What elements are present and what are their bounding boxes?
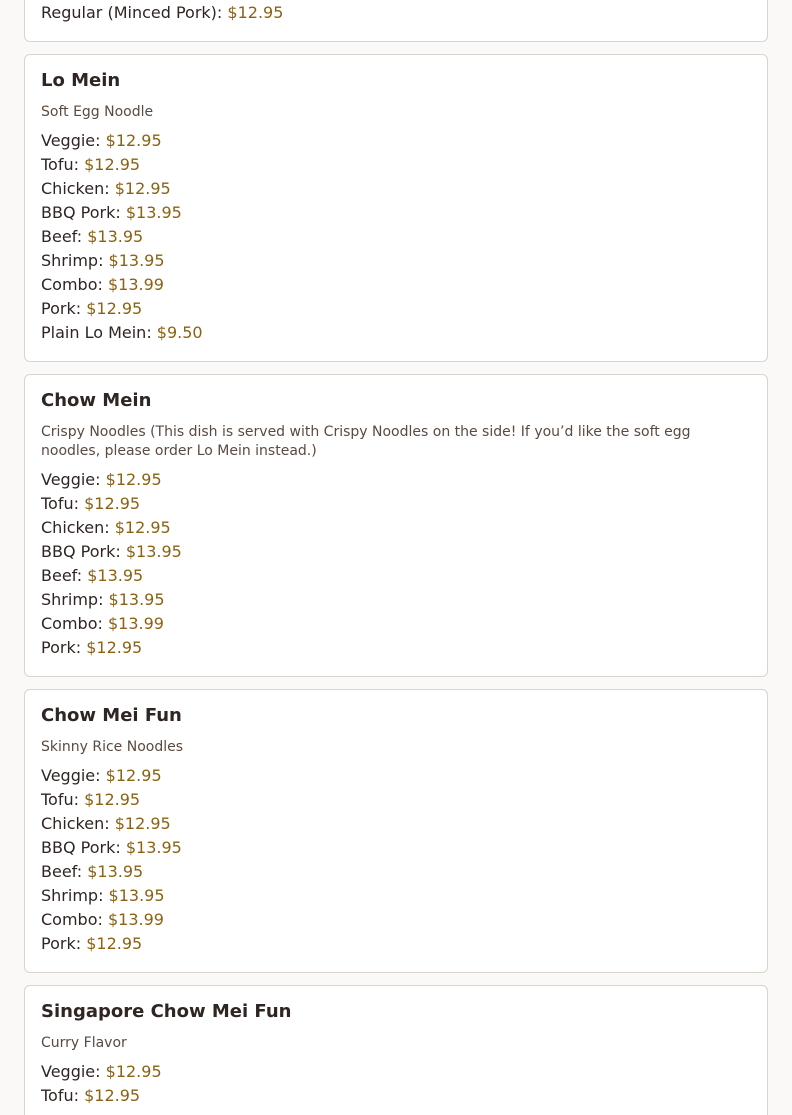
item-price: $12.95 [105,766,162,785]
menu-item [41,1060,751,1084]
menu-item [41,129,751,153]
menu-card-singapore-chow-mei-fun [24,985,768,1115]
item-label: Veggie: [41,766,101,785]
menu-item [41,492,751,516]
menu-item [41,153,751,177]
item-price: $12.95 [105,1062,162,1081]
item-price: $13.95 [108,590,165,609]
menu-item [41,860,751,884]
item-label: Beef: [41,862,83,881]
menu-item [41,764,751,788]
item-price: $13.95 [108,251,165,270]
item-label: BBQ Pork: [41,542,121,561]
menu-item [41,1084,751,1108]
item-price: $13.95 [87,862,144,881]
item-label: Chicken: [41,814,110,833]
item-price: $12.95 [86,638,143,657]
item-price: $13.95 [87,566,144,585]
item-label: Chicken: [41,518,110,537]
menu-item [41,1,751,25]
item-price: $12.95 [84,155,141,174]
item-price: $13.95 [125,203,182,222]
item-label: Combo: [41,614,103,633]
item-price: $12.95 [114,518,171,537]
item-price: $13.95 [108,886,165,905]
menu-card-chow-mei-fun [24,689,768,973]
item-price: $12.95 [86,299,143,318]
item-price: $12.95 [84,790,141,809]
item-price: $12.95 [114,814,171,833]
item-label: Beef: [41,566,83,585]
menu-item [41,884,751,908]
item-label: Pork: [41,299,82,318]
card-title: Chow Mein [41,390,152,411]
item-price: $13.95 [125,838,182,857]
card-description: Curry Flavor [41,1035,127,1051]
menu-item [41,612,751,636]
item-label: Pork: [41,934,82,953]
item-label: Pork: [41,638,82,657]
item-label: Veggie: [41,1062,101,1081]
item-price: $12.95 [227,3,284,22]
item-price: $9.50 [156,323,203,342]
menu-item [41,321,751,345]
item-price: $13.95 [125,542,182,561]
menu-item [41,177,751,201]
item-price: $12.95 [84,1086,141,1105]
menu-item [41,273,751,297]
item-price: $12.95 [86,934,143,953]
item-label: BBQ Pork: [41,838,121,857]
item-label: Plain Lo Mein: [41,323,152,342]
item-label: Veggie: [41,470,101,489]
item-price: $13.95 [87,227,144,246]
item-label: Tofu: [41,790,80,809]
item-label: Tofu: [41,1086,80,1105]
item-label: Regular (Minced Pork): [41,3,223,22]
menu-card-lo-mein [24,54,768,362]
item-label: Tofu: [41,155,80,174]
item-label: Shrimp: [41,590,104,609]
menu-item [41,564,751,588]
menu-item [41,588,751,612]
card-description: Soft Egg Noodle [41,104,154,120]
menu-item [41,932,751,956]
item-label: Tofu: [41,494,80,513]
menu-item [41,908,751,932]
item-label: Combo: [41,275,103,294]
menu-item [41,812,751,836]
item-label: Veggie: [41,131,101,150]
menu-card [24,0,768,42]
card-title: Singapore Chow Mei Fun [41,1001,292,1022]
card-title: Chow Mei Fun [41,705,182,726]
menu-item [41,516,751,540]
item-price: $13.99 [107,910,164,929]
item-label: Beef: [41,227,83,246]
card-description: Crispy Noodles (This dish is served with Crispy Noodles on the side! If you’d like the soft egg noodles, please order Lo Mein instead.) [41,424,691,459]
item-label: Shrimp: [41,886,104,905]
item-price: $12.95 [105,470,162,489]
item-price: $13.99 [107,614,164,633]
item-label: Combo: [41,910,103,929]
item-price: $13.99 [107,275,164,294]
menu-item [41,540,751,564]
menu-card-chow-mein [24,374,768,677]
card-title: Lo Mein [41,70,121,91]
menu-item [41,249,751,273]
item-label: Chicken: [41,179,110,198]
card-description: Skinny Rice Noodles [41,739,184,755]
menu-item [41,836,751,860]
menu-item [41,468,751,492]
item-label: BBQ Pork: [41,203,121,222]
item-label: Shrimp: [41,251,104,270]
menu-item [41,636,751,660]
item-price: $12.95 [114,179,171,198]
item-price: $12.95 [105,131,162,150]
menu-item [41,201,751,225]
menu-item [41,788,751,812]
menu-item [41,225,751,249]
item-price: $12.95 [84,494,141,513]
menu-item [41,297,751,321]
